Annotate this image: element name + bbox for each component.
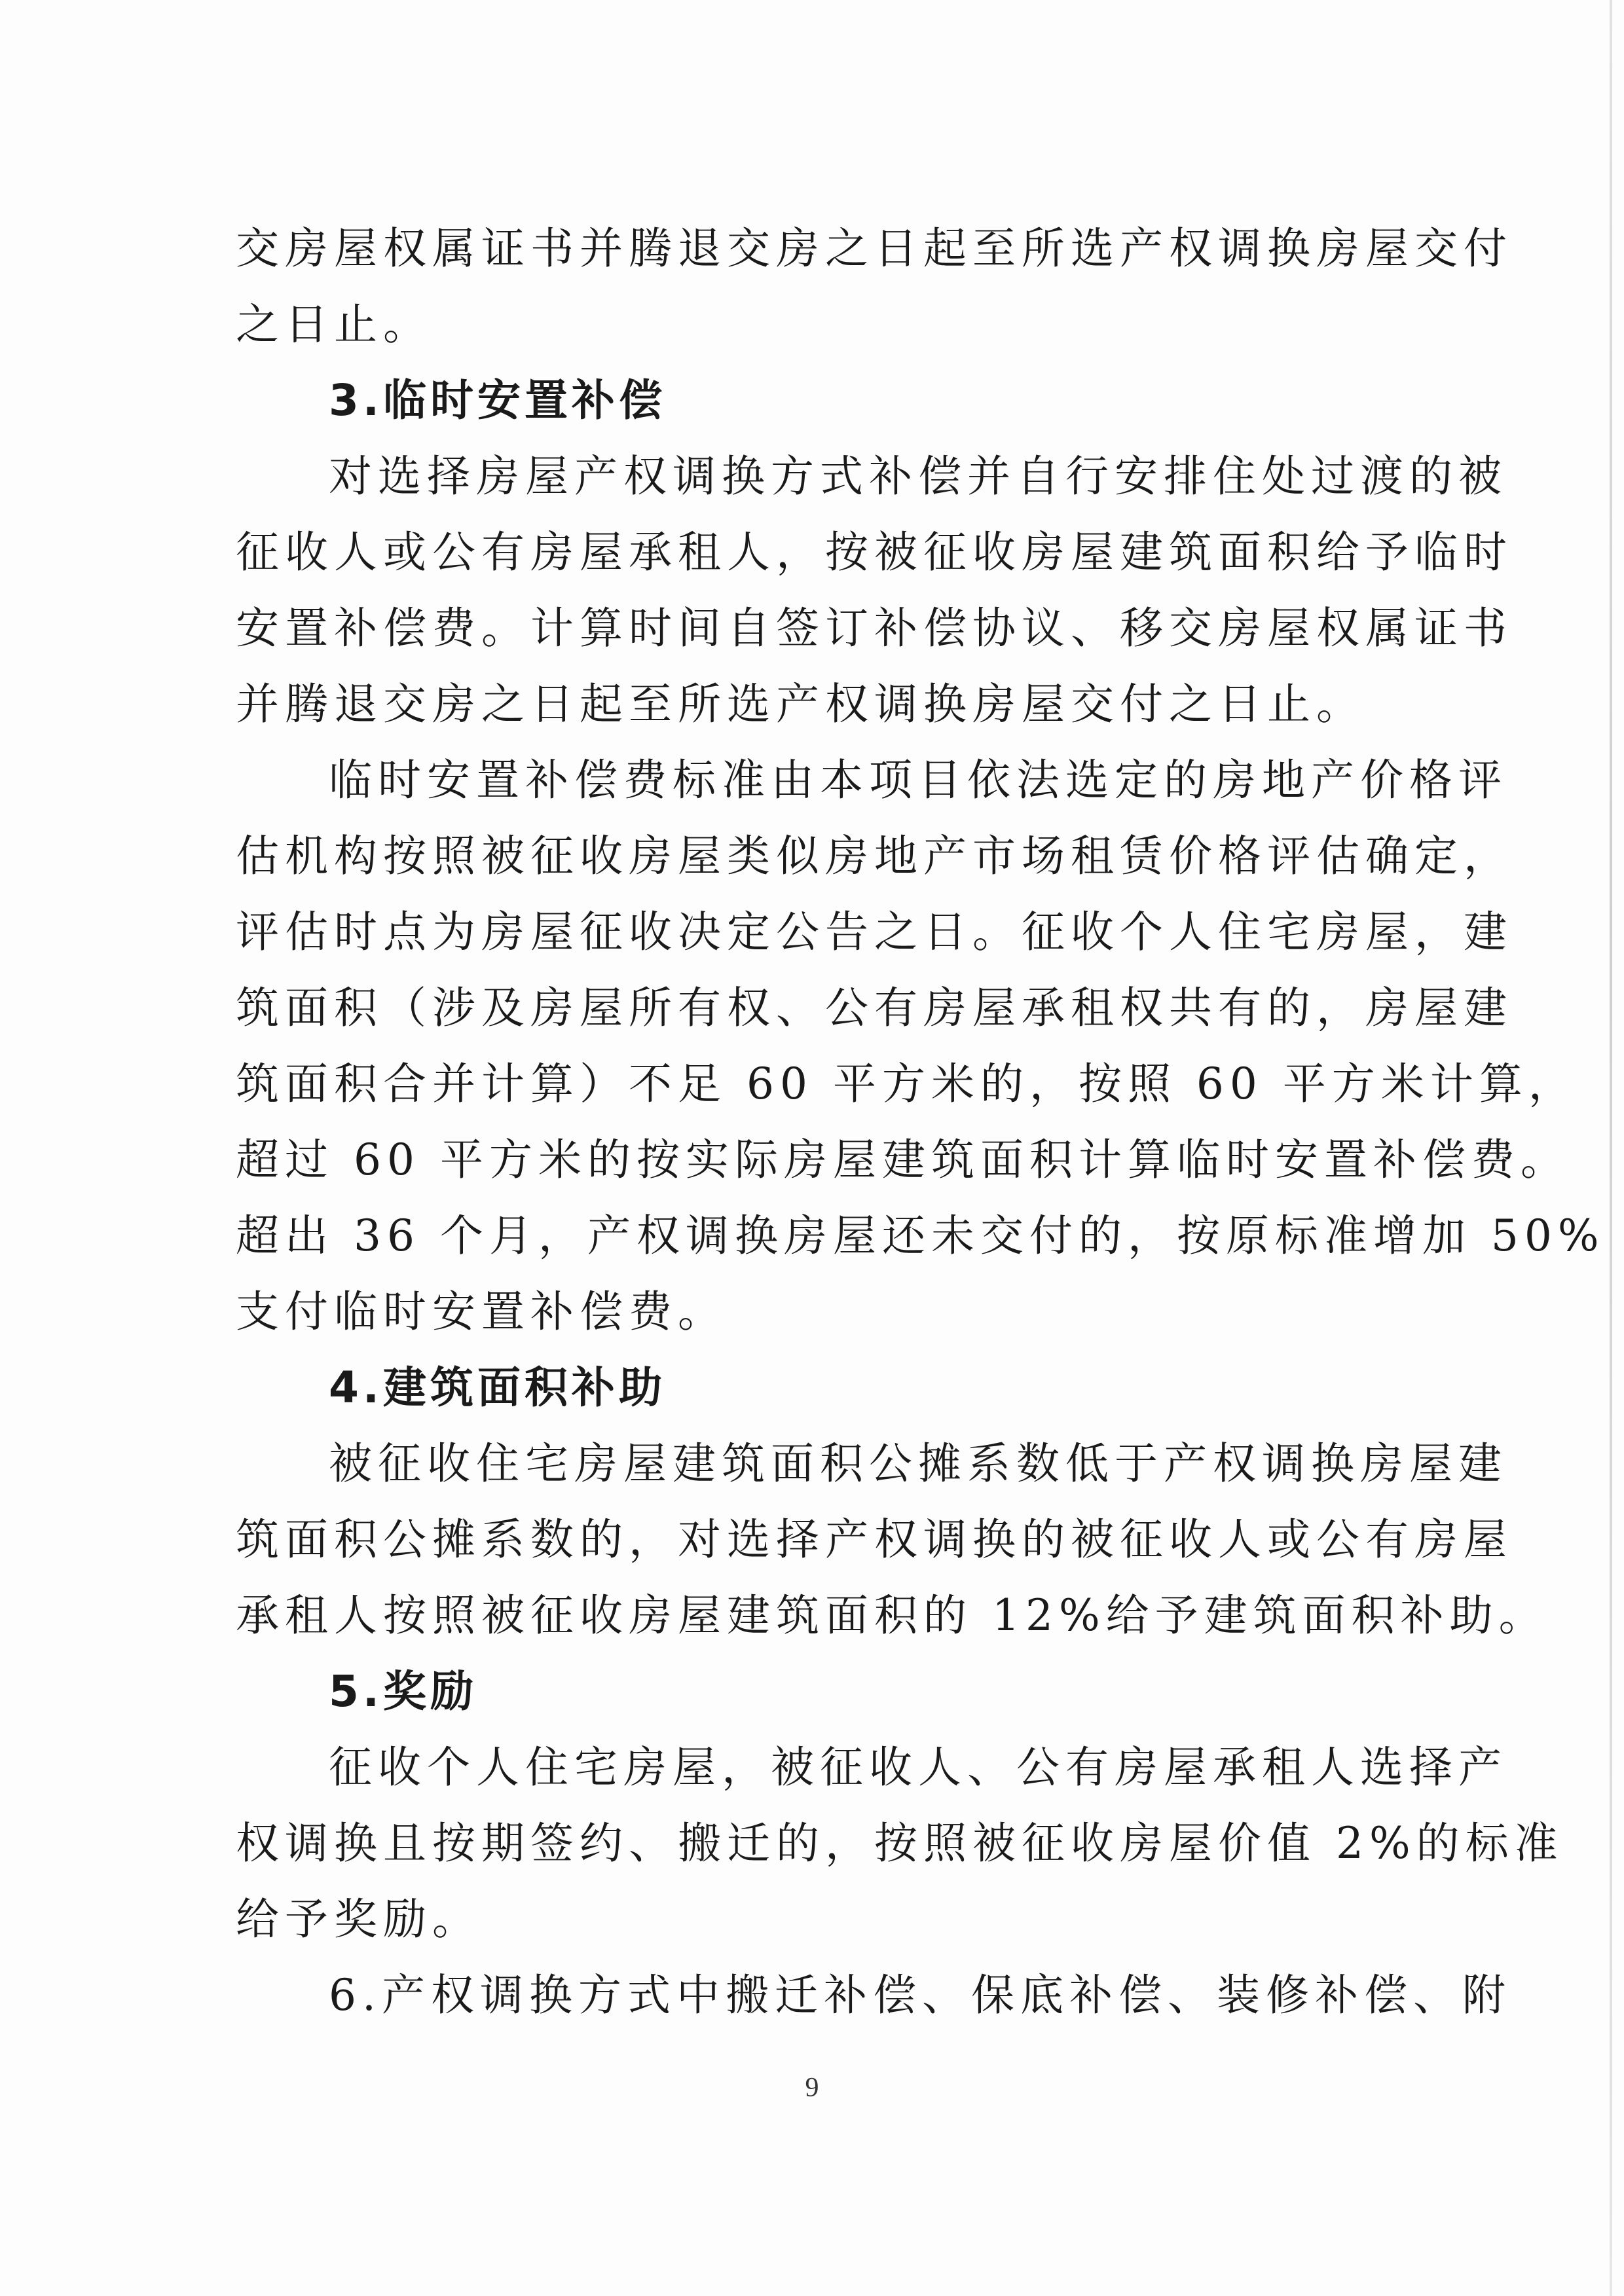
document-body (236, 211, 1605, 2033)
paragraph-line: 并腾退交房之日起至所选产权调换房屋交付之日止。 (236, 679, 1365, 729)
paragraph-line: 筑面积（涉及房屋所有权、公有房屋承租权共有的，房屋建 (236, 983, 1513, 1033)
paragraph-line: 评估时点为房屋征收决定公告之日。征收个人住宅房屋，建 (236, 907, 1513, 957)
paragraph-line: 安置补偿费。计算时间自签订补偿协议、移交房屋权属证书 (236, 603, 1513, 653)
numbered-item-line: 6.产权调换方式中搬迁补偿、保底补偿、装修补偿、附 (329, 1970, 1511, 2020)
paragraph-line: 被征收住宅房屋建筑面积公摊系数低于产权调换房屋建 (329, 1438, 1507, 1489)
paragraph-line: 交房屋权属证书并腾退交房之日起至所选产权调换房屋交付 (236, 223, 1513, 274)
paragraph-line: 筑面积合并计算）不足 60 平方米的，按照 60 平方米计算， (236, 1059, 1578, 1109)
paragraph-line: 承租人按照被征收房屋建筑面积的 12%给予建筑面积补助。 (236, 1590, 1548, 1641)
paragraph-line: 征收个人住宅房屋，被征收人、公有房屋承租人选择产 (329, 1742, 1507, 1793)
scan-edge (1610, 0, 1612, 2296)
section-heading: 4.建筑面积补助 (329, 1362, 666, 1413)
page-number: 9 (805, 2073, 819, 2103)
paragraph-line: 估机构按照被征收房屋类似房地产市场租赁价格评估确定， (236, 831, 1513, 881)
paragraph-line: 权调换且按期签约、搬迁的，按照被征收房屋价值 2%的标准 (236, 1818, 1564, 1868)
section-heading: 3.临时安置补偿 (329, 375, 666, 426)
paragraph-line: 临时安置补偿费标准由本项目依法选定的房地产价格评 (329, 755, 1507, 805)
paragraph-line: 超过 60 平方米的按实际房屋建筑面积计算临时安置补偿费。 (236, 1135, 1570, 1185)
section-heading: 5.奖励 (329, 1666, 477, 1717)
paragraph-line: 之日止。 (236, 299, 432, 350)
paragraph-line: 给予奖励。 (236, 1894, 481, 1944)
paragraph-line: 征收人或公有房屋承租人，按被征收房屋建筑面积给予临时 (236, 527, 1513, 577)
paragraph-line: 超出 36 个月，产权调换房屋还未交付的，按原标准增加 50% (236, 1211, 1605, 1261)
paragraph-line: 筑面积公摊系数的，对选择产权调换的被征收人或公有房屋 (236, 1514, 1513, 1565)
paragraph-line: 支付临时安置补偿费。 (236, 1286, 727, 1337)
paragraph-line: 对选择房屋产权调换方式补偿并自行安排住处过渡的被 (329, 451, 1507, 501)
